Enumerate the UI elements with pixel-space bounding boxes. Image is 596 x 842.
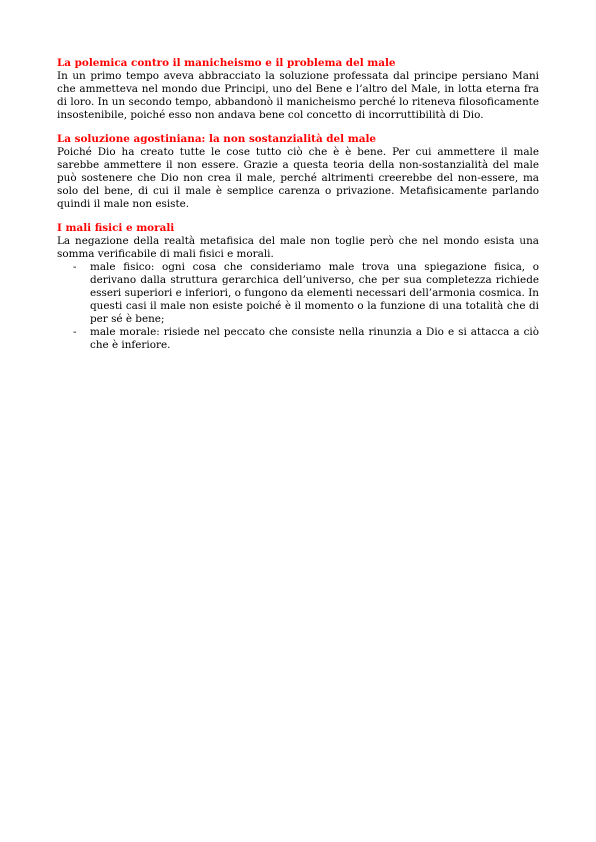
- section-paragraph: Poiché Dio ha creato tutte le cose tutto ciò che è è bene. Per cui ammettere il male sarebbe ammettere il non essere. Grazie a questa teoria della non-sostanzialità del male può sostenere che Dio non crea il male, perché altrimenti creerebbe del non-essere, ma solo del bene, di cui il male è semplice carenza o privazione. Metafisicamente parlando quindi il male non esiste.: [57, 146, 539, 210]
- section-paragraph: La negazione della realtà metafisica del male non toglie però che nel mondo esista una somma verificabile di mali fisici e morali.: [57, 235, 539, 260]
- list-item: [57, 261, 539, 326]
- section-non-sostanzialita: [57, 133, 539, 211]
- bullet-list: [57, 261, 539, 352]
- document-page: [57, 57, 539, 363]
- section-paragraph: In un primo tempo aveva abbracciato la soluzione professata dal principe persiano Mani che ammetteva nel mondo due Principi, uno del Bene e l’altro del Male, in lotta eterna fra di loro. In un secondo tempo, abbandonò il manicheismo perché lo riteneva filosoficamente insostenibile, poiché esso non andava bene col concetto di incorruttibilità di Dio.: [57, 70, 539, 121]
- section-manicheismo: [57, 57, 539, 122]
- dash-bullet: -: [73, 326, 77, 338]
- section-heading: La polemica contro il manicheismo e il problema del male: [57, 57, 396, 69]
- section-heading: La soluzione agostiniana: la non sostanzialità del male: [57, 133, 377, 145]
- list-item-text: male morale: risiede nel peccato che consiste nella rinunzia a Dio e si attacca a ciò che è inferiore.: [90, 326, 539, 351]
- list-item-text: male fisico: ogni cosa che consideriamo male trova una spiegazione fisica, o derivano dalla struttura gerarchica dell’universo, che per sua completezza richiede esseri superiori e inferiori, o fungono da elementi necessari dell’armonia cosmica. In questi casi il male non esiste poiché è il momento o la funzione di una totalità che di per sé è bene;: [90, 261, 539, 325]
- section-heading: I mali fisici e morali: [57, 222, 175, 234]
- section-mali-fisici-morali: [57, 222, 539, 352]
- dash-bullet: -: [73, 261, 77, 273]
- list-item: [57, 326, 539, 352]
